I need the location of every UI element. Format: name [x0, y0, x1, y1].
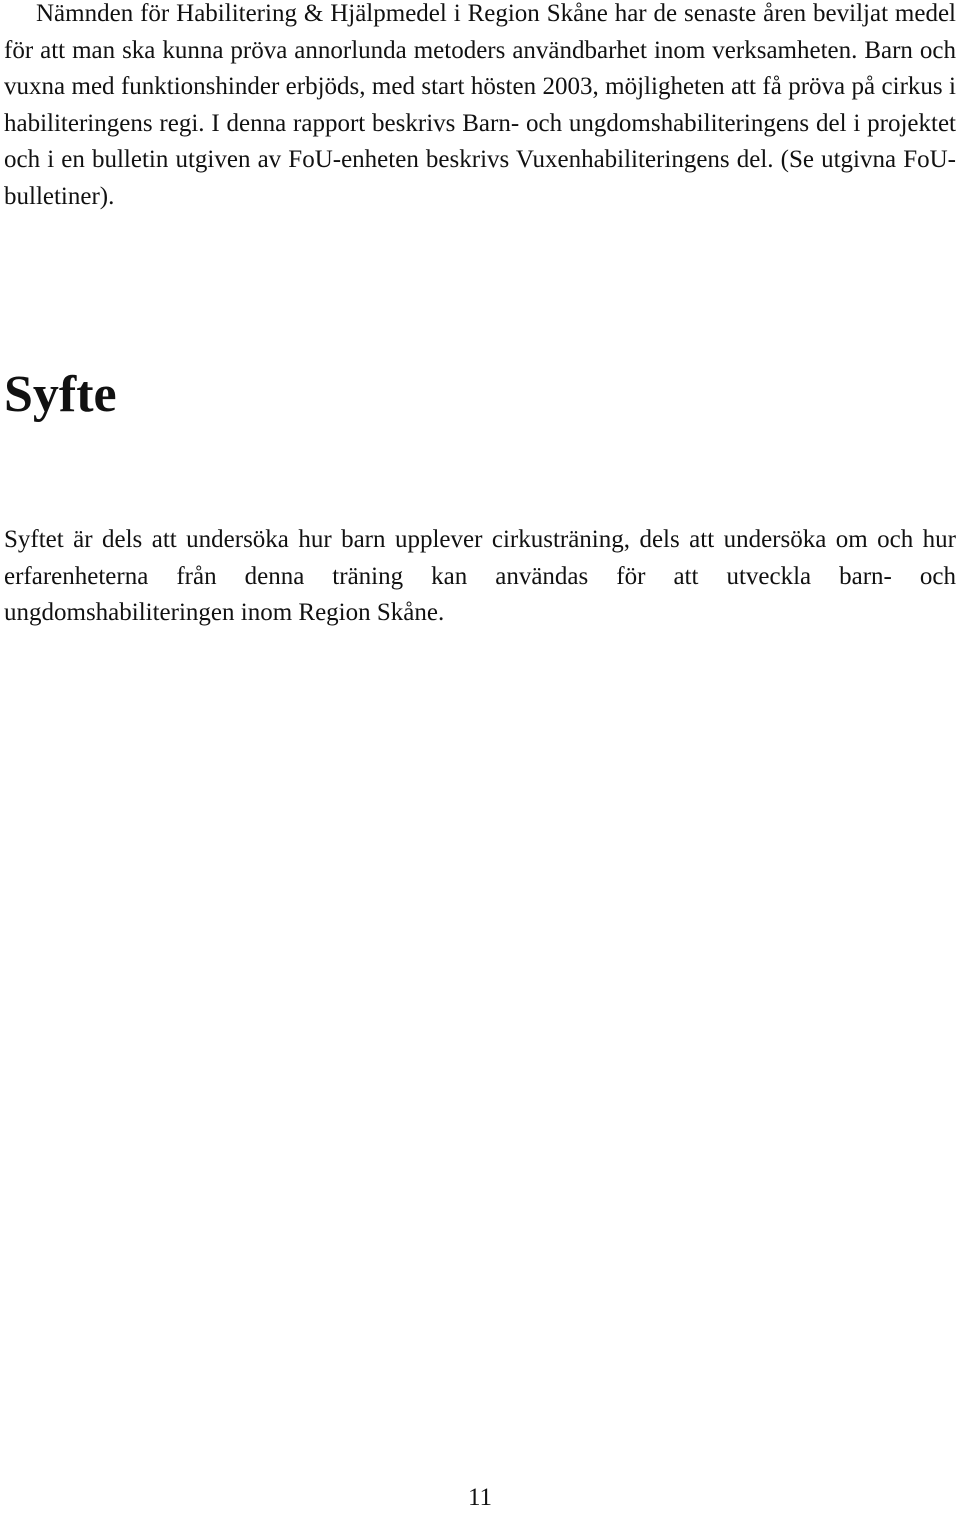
intro-paragraph: Nämnden för Habilitering & Hjälpmedel i Region Skåne har de senaste åren beviljat medel för att man ska kunna pröva annorlunda metoders användbarhet inom verksamheten. Barn och vuxna med funktionshinder erbjöds, med start hösten 2003, möjligheten att få pröva på cirkus i habiliteringens regi. I denna rapport beskrivs Barn- och ungdomshabiliteringens del i projektet och i en bulletin utgiven av FoU-enheten beskrivs Vuxenhabiliteringens del. (Se utgivna FoU-bulletiner).	[4, 0, 956, 210]
page-number: 11	[467, 1484, 493, 1511]
section-paragraph: Syftet är dels att undersöka hur barn upplever cirkusträning, dels att undersöka om och hur erfarenheterna från denna träning kan användas för att utveckla barn- och ungdomshabiliteringen inom Region Skåne.	[4, 526, 956, 626]
section-heading: Syfte	[4, 366, 117, 423]
